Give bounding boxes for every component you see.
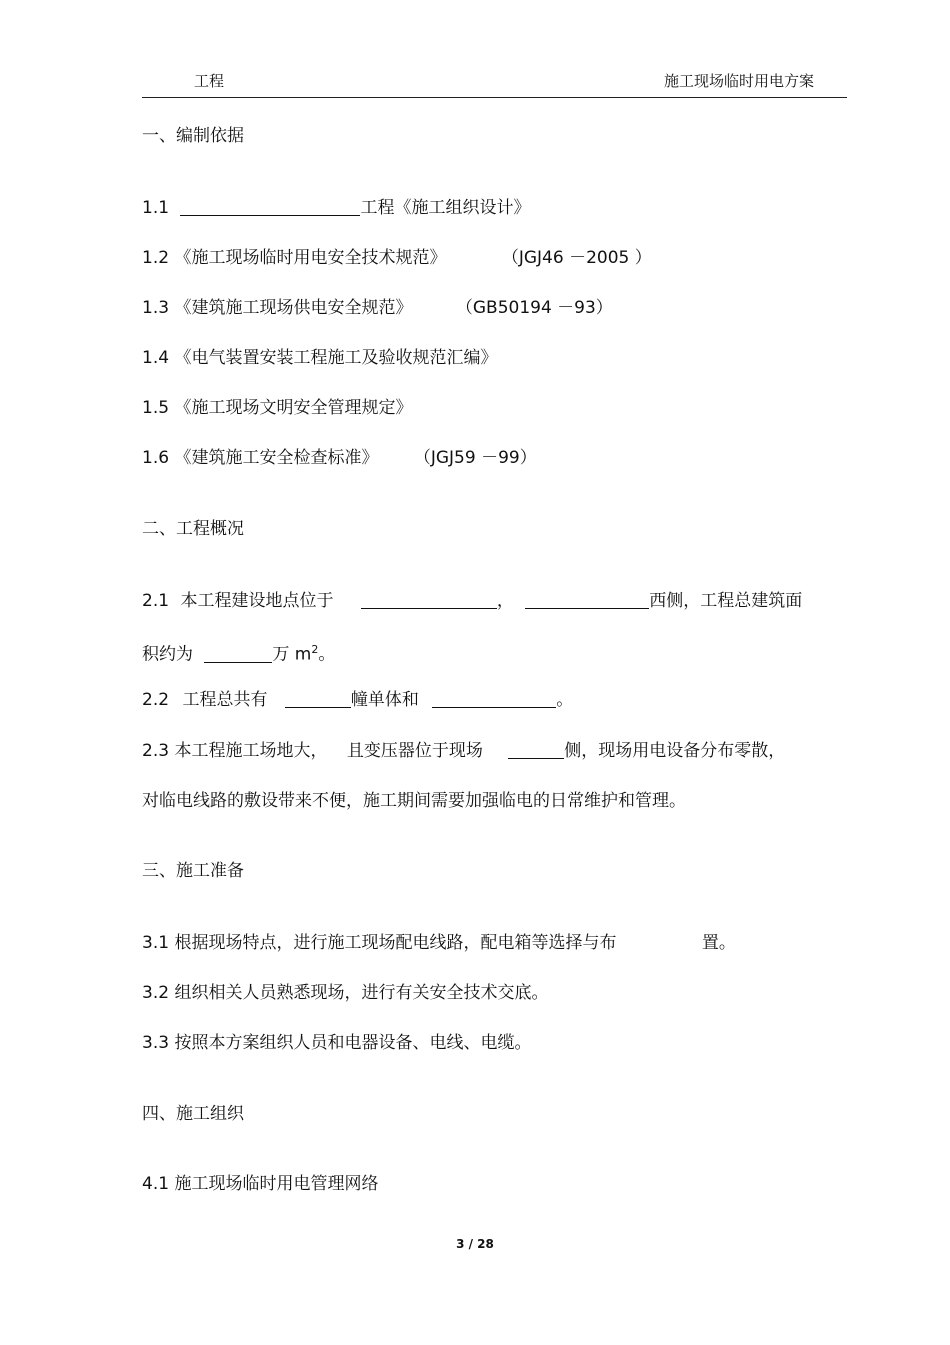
item-1-2 <box>142 247 652 269</box>
item-code: （JGJ59 －99） <box>413 448 537 468</box>
header-rule <box>142 97 847 98</box>
item-number: 2.3 <box>142 741 170 761</box>
item-number: 1.2 <box>142 248 170 268</box>
item-3-2 <box>142 982 548 1004</box>
item-number: 1.6 <box>142 448 170 468</box>
item-code: （JGJ46 －2005 ） <box>501 248 652 268</box>
item-number: 2.2 <box>142 690 170 710</box>
item-text: 积约为 <box>142 644 193 665</box>
page-number: 3 / 28 <box>456 1237 494 1251</box>
item-number: 1.5 <box>142 398 170 418</box>
item-text: 万 m <box>272 644 312 665</box>
item-text: 工程《施工组织设计》 <box>360 198 531 218</box>
item-2-1-cont <box>142 639 335 666</box>
item-text: 侧，现场用电设备分布零散， <box>564 741 786 761</box>
item-1-3 <box>142 297 613 319</box>
item-text: 《建筑施工安全检查标准》 <box>174 448 379 468</box>
item-number: 1.1 <box>142 198 170 218</box>
item-text: 。 <box>318 644 336 665</box>
item-2-2 <box>142 689 573 711</box>
item-4-1 <box>142 1173 378 1195</box>
fill-blank <box>361 591 497 609</box>
item-text: 组织相关人员熟悉现场，进行有关安全技术交底。 <box>174 983 549 1003</box>
superscript: 2 <box>311 643 319 656</box>
item-text: 《电气装置安装工程施工及验收规范汇编》 <box>174 348 498 368</box>
item-text: 施工现场临时用电管理网络 <box>174 1174 379 1194</box>
item-2-3 <box>142 740 785 762</box>
section-title-3: 三、施工准备 <box>142 861 244 881</box>
fill-blank <box>180 198 360 216</box>
item-2-3-cont: 对临电线路的敷设带来不便，施工期间需要加强临电的日常维护和管理。 <box>142 791 686 811</box>
section-title-4: 四、施工组织 <box>142 1104 244 1124</box>
item-2-1 <box>142 590 802 612</box>
header-right: 施工现场临时用电方案 <box>663 72 814 90</box>
item-text: 工程总共有 <box>182 690 268 710</box>
item-text: 《施工现场文明安全管理规定》 <box>174 398 413 418</box>
item-text: 西侧，工程总建筑面 <box>649 591 803 611</box>
item-text: 且变压器位于现场 <box>346 741 483 761</box>
section-title-1: 一、编制依据 <box>142 126 244 146</box>
item-text: 幢单体和 <box>350 690 419 710</box>
item-1-6 <box>142 447 537 469</box>
section-title-2: 二、工程概况 <box>142 519 244 539</box>
item-1-1 <box>142 197 530 219</box>
item-number: 1.4 <box>142 348 170 368</box>
item-text: 按照本方案组织人员和电器设备、电线、电缆。 <box>174 1033 532 1053</box>
item-number: 2.1 <box>142 591 170 611</box>
item-text: 置。 <box>701 933 736 953</box>
fill-blank <box>525 591 649 609</box>
header-left: 工程 <box>194 72 225 90</box>
item-text: 《施工现场临时用电安全技术规范》 <box>174 248 447 268</box>
item-text: 本工程施工场地大， <box>174 741 328 761</box>
item-text: 本工程建设地点位于 <box>180 591 334 611</box>
item-3-3 <box>142 1032 531 1054</box>
item-text: 《建筑施工现场供电安全规范》 <box>174 298 413 318</box>
item-3-1 <box>142 932 736 954</box>
fill-blank <box>285 690 351 708</box>
item-1-4 <box>142 347 497 369</box>
item-text: 。 <box>556 690 574 710</box>
item-number: 3.2 <box>142 983 170 1003</box>
item-number: 1.3 <box>142 298 170 318</box>
item-text: ， <box>496 591 514 611</box>
item-number: 3.1 <box>142 933 170 953</box>
item-code: （GB50194 －93） <box>455 298 613 318</box>
fill-blank <box>204 645 272 663</box>
fill-blank <box>432 690 556 708</box>
item-text: 根据现场特点，进行施工现场配电线路，配电箱等选择与布 <box>174 933 617 953</box>
item-number: 3.3 <box>142 1033 170 1053</box>
item-number: 4.1 <box>142 1174 170 1194</box>
item-1-5 <box>142 397 412 419</box>
fill-blank <box>508 741 564 759</box>
